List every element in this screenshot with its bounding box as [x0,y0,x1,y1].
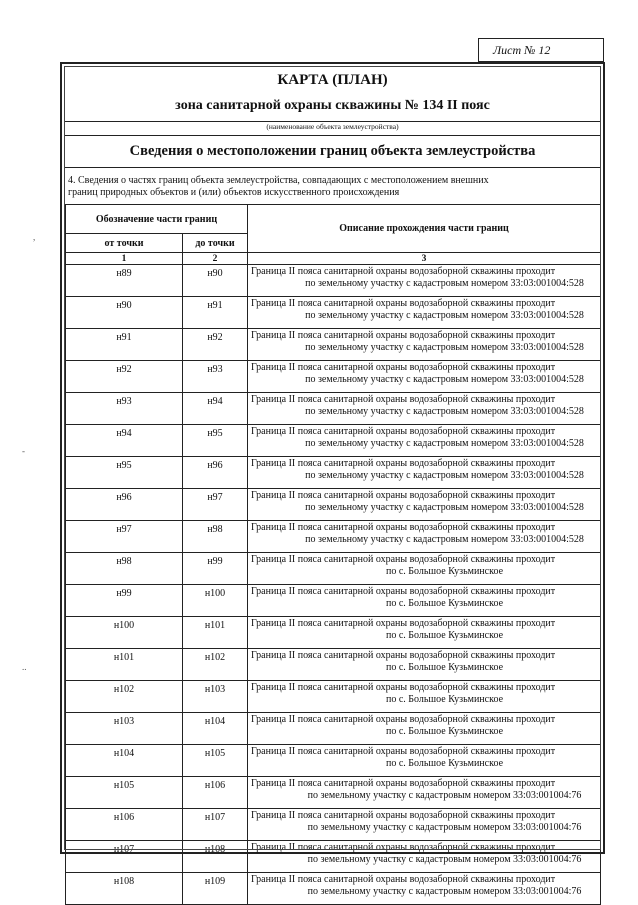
from-point: н97 [66,521,183,553]
from-point: н96 [66,489,183,521]
boundary-description [248,361,601,393]
column-number: 2 [183,253,248,265]
description-line-2: по земельному участку с кадастровым номером 33:03:001004:76 [307,822,582,833]
boundaries-table [65,204,601,905]
table-row [66,873,601,905]
to-point: н93 [183,361,248,393]
boundary-description [248,521,601,553]
description-line-1: Граница II пояса санитарной охраны водозаборной скважины проходит [251,586,556,597]
from-point: н94 [66,425,183,457]
to-point: н100 [183,585,248,617]
boundary-description [248,553,601,585]
description-line-2: по с. Большое Кузьминское [385,726,504,737]
description-line-2: по с. Большое Кузьминское [385,630,504,641]
table-row [66,681,601,713]
scan-mark: .. [22,662,27,672]
table-row [66,809,601,841]
from-point: н101 [66,649,183,681]
description-line-2: по с. Большое Кузьминское [385,694,504,705]
to-point: н106 [183,777,248,809]
description-line-2: по земельному участку с кадастровым номером 33:03:001004:528 [305,278,584,289]
scan-mark: - [22,446,25,456]
description-line-2: по с. Большое Кузьминское [385,566,504,577]
from-point: н99 [66,585,183,617]
section-intro [68,175,593,199]
description-line-2: по земельному участку с кадастровым номером 33:03:001004:528 [305,310,584,321]
description-line-2: по земельному участку с кадастровым номером 33:03:001004:76 [307,790,582,801]
header-part: Обозначение части границ [66,205,248,234]
boundary-description [248,873,601,905]
table-row [66,361,601,393]
to-point: н103 [183,681,248,713]
from-point: н104 [66,745,183,777]
from-point: н95 [66,457,183,489]
table-row [66,617,601,649]
description-line-2: по с. Большое Кузьминское [385,758,504,769]
description-line-1: Граница II пояса санитарной охраны водозаборной скважины проходит [251,458,556,469]
from-point: н91 [66,329,183,361]
description-line-2: по земельному участку с кадастровым номером 33:03:001004:528 [305,438,584,449]
from-point: н100 [66,617,183,649]
boundary-description [248,745,601,777]
table-row [66,393,601,425]
description-line-1: Граница II пояса санитарной охраны водозаборной скважины проходит [251,746,556,757]
description-line-2: по земельному участку с кадастровым номером 33:03:001004:528 [305,470,584,481]
description-line-2: по земельному участку с кадастровым номером 33:03:001004:528 [305,502,584,513]
description-line-1: Граница II пояса санитарной охраны водозаборной скважины проходит [251,650,556,661]
header-to-point: до точки [183,234,248,253]
sheet-number-box [478,38,604,62]
description-line-1: Граница II пояса санитарной охраны водозаборной скважины проходит [251,554,556,565]
to-point: н98 [183,521,248,553]
table-row [66,521,601,553]
table-row [66,649,601,681]
document-subtitle: зона санитарной охраны скважины № 134 II пояс [175,98,490,113]
table-row [66,777,601,809]
description-line-2: по земельному участку с кадастровым номером 33:03:001004:528 [305,342,584,353]
description-line-1: Граница II пояса санитарной охраны водозаборной скважины проходит [251,842,556,853]
table-row [66,457,601,489]
to-point: н99 [183,553,248,585]
divider [65,167,600,168]
description-line-1: Граница II пояса санитарной охраны водозаборной скважины проходит [251,522,556,533]
boundary-description [248,777,601,809]
from-point: н102 [66,681,183,713]
boundary-description [248,617,601,649]
description-line-1: Граница II пояса санитарной охраны водозаборной скважины проходит [251,778,556,789]
table-row [66,425,601,457]
boundary-description [248,681,601,713]
boundary-description [248,265,601,297]
description-line-1: Граница II пояса санитарной охраны водозаборной скважины проходит [251,714,556,725]
sheet-number-label: Лист № 12 [493,43,551,57]
to-point: н92 [183,329,248,361]
description-line-2: по с. Большое Кузьминское [385,598,504,609]
boundary-description [248,649,601,681]
subtitle-caption: (наименование объекта землеустройства) [266,122,399,131]
table-row [66,265,601,297]
boundary-description [248,329,601,361]
table-row [66,297,601,329]
column-number: 1 [66,253,183,265]
from-point: н89 [66,265,183,297]
from-point: н108 [66,873,183,905]
description-line-2: по земельному участку с кадастровым номером 33:03:001004:528 [305,374,584,385]
boundary-description [248,489,601,521]
boundary-description [248,809,601,841]
to-point: н108 [183,841,248,873]
header-description: Описание прохождения части границ [248,205,601,253]
boundary-description [248,393,601,425]
description-line-2: по земельному участку с кадастровым номером 33:03:001004:76 [307,854,582,865]
scan-mark: , [33,232,36,242]
to-point: н91 [183,297,248,329]
to-point: н90 [183,265,248,297]
to-point: н109 [183,873,248,905]
description-line-1: Граница II пояса санитарной охраны водозаборной скважины проходит [251,490,556,501]
boundary-description [248,457,601,489]
boundary-description [248,425,601,457]
description-line-2: по земельному участку с кадастровым номером 33:03:001004:76 [307,886,582,897]
description-line-1: Граница II пояса санитарной охраны водозаборной скважины проходит [251,874,556,885]
document-frame [60,62,605,897]
description-line-1: Граница II пояса санитарной охраны водозаборной скважины проходит [251,298,556,309]
table-row [66,553,601,585]
from-point: н90 [66,297,183,329]
from-point: н98 [66,553,183,585]
description-line-1: Граница II пояса санитарной охраны водозаборной скважины проходит [251,682,556,693]
document-title: КАРТА (ПЛАН) [277,72,388,88]
description-line-1: Граница II пояса санитарной охраны водозаборной скважины проходит [251,330,556,341]
to-point: н94 [183,393,248,425]
table-row [66,329,601,361]
description-line-1: Граница II пояса санитарной охраны водозаборной скважины проходит [251,394,556,405]
description-line-1: Граница II пояса санитарной охраны водозаборной скважины проходит [251,618,556,629]
description-line-2: по земельному участку с кадастровым номером 33:03:001004:528 [305,534,584,545]
from-point: н92 [66,361,183,393]
table-row [66,713,601,745]
table-row [66,745,601,777]
to-point: н107 [183,809,248,841]
description-line-2: по с. Большое Кузьминское [385,662,504,673]
description-line-1: Граница II пояса санитарной охраны водозаборной скважины проходит [251,362,556,373]
to-point: н104 [183,713,248,745]
to-point: н95 [183,425,248,457]
from-point: н103 [66,713,183,745]
boundary-description [248,585,601,617]
description-line-1: Граница II пояса санитарной охраны водозаборной скважины проходит [251,426,556,437]
from-point: н107 [66,841,183,873]
intro-line-2: границ природных объектов и (или) объектов искусственного происхождения [68,187,400,198]
to-point: н96 [183,457,248,489]
table-body [66,265,601,905]
column-number: 3 [248,253,601,265]
boundary-description [248,713,601,745]
description-line-1: Граница II пояса санитарной охраны водозаборной скважины проходит [251,810,556,821]
description-line-2: по земельному участку с кадастровым номером 33:03:001004:528 [305,406,584,417]
to-point: н105 [183,745,248,777]
table-row [66,841,601,873]
to-point: н101 [183,617,248,649]
from-point: н105 [66,777,183,809]
divider [65,135,600,136]
header-from-point: от точки [66,234,183,253]
intro-line-1: 4. Сведения о частях границ объекта землеустройства, совпадающих с местоположением внешних [68,175,489,186]
from-point: н93 [66,393,183,425]
table-row [66,489,601,521]
section-title: Сведения о местоположении границ объекта землеустройства [129,143,536,159]
boundary-description [248,297,601,329]
to-point: н102 [183,649,248,681]
to-point: н97 [183,489,248,521]
description-line-1: Граница II пояса санитарной охраны водозаборной скважины проходит [251,266,556,277]
table-row [66,585,601,617]
from-point: н106 [66,809,183,841]
boundary-description [248,841,601,873]
